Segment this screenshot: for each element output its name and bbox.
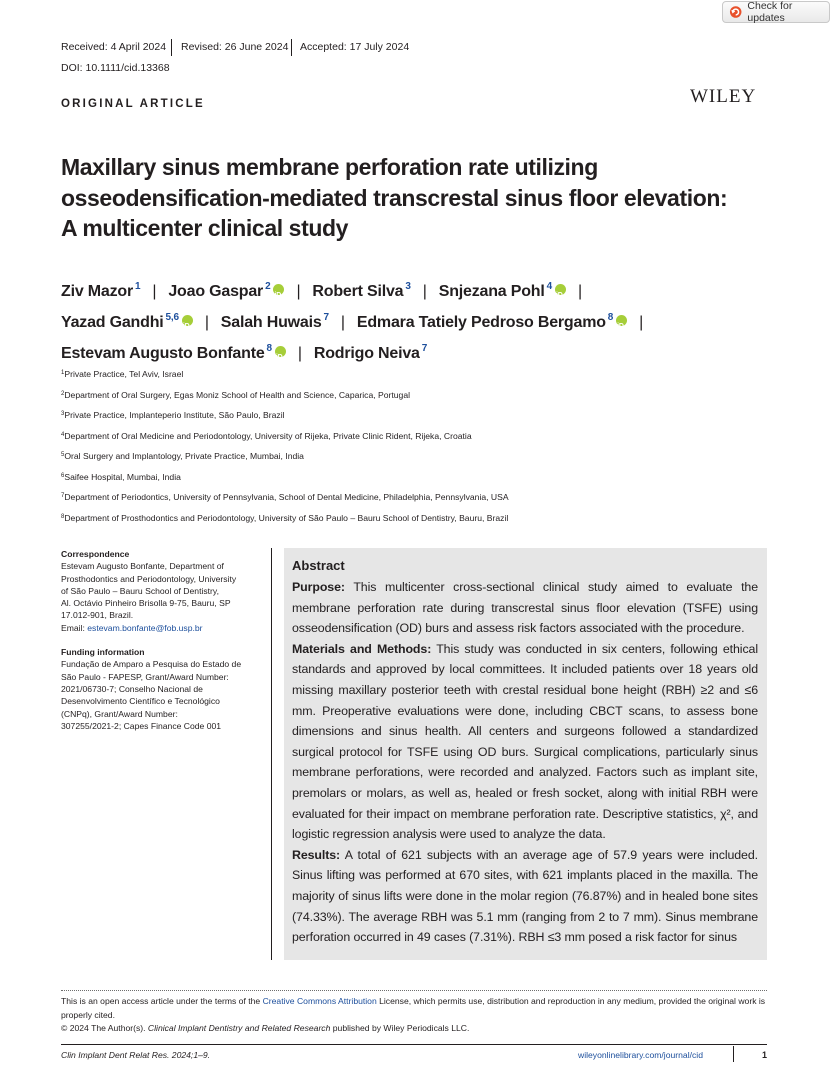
correspondence-line: 17.012-901, Brazil.	[61, 610, 134, 621]
results-label: Results:	[292, 847, 341, 862]
sidebar-divider	[271, 548, 272, 960]
copyright-post: published by Wiley Periodicals LLC.	[330, 1023, 470, 1033]
footnote-divider	[61, 990, 767, 991]
funding-line: Fundação de Amparo a Pesquisa do Estado de	[61, 659, 242, 670]
cc-license-link[interactable]: Creative Commons Attribution	[262, 996, 377, 1006]
funding-line: São Paulo - FAPESP, Grant/Award Number:	[61, 671, 229, 682]
author-name[interactable]: Joao Gaspar	[168, 283, 264, 300]
funding-line: Desenvolvimento Científico e Tecnológico	[61, 696, 220, 707]
title-line: A multicenter clinical study	[61, 215, 349, 241]
copyright-text	[61, 1022, 769, 1036]
affiliation-number: 1	[61, 370, 65, 376]
funding-line: 307255/2021-2; Capes Finance Code 001	[61, 720, 222, 731]
affiliation-text: Private Practice, Implanteperio Institute, São Paulo, Brazil	[64, 410, 285, 420]
author-name[interactable]: Yazad Gandhi	[61, 314, 164, 331]
abstract-heading: Abstract	[292, 558, 345, 573]
correspondence-email-row	[61, 622, 266, 634]
author-affil-ref[interactable]: 8	[266, 343, 272, 354]
author-affil-ref[interactable]: 3	[405, 281, 411, 292]
footer-vertical-divider	[733, 1046, 734, 1062]
correspondence-heading: Correspondence	[61, 549, 130, 559]
affiliation-item	[61, 426, 509, 447]
affiliation-text: Oral Surgery and Implantology, Private Practice, Mumbai, India	[64, 451, 304, 461]
affiliation-text: Department of Prosthodontics and Periodontology, University of São Paulo – Bauru School of Dentistry, Bauru, Brazil	[64, 512, 509, 523]
author-separator: |	[577, 283, 582, 300]
methods-text: This study was conducted in six centers, following ethical standards and approved by local committees. It included patients over 18 years old missing maxillary posterior teeth with crestal residual bone height (RBH) ≥2 and ≤6 mm. Preoperative evaluations were done, including CBCT scans, to assess bone dimensions and sinus health. All centers and surgeons followed a standardized surgical protocol for TSFE using OD burs. Surgical complications, particularly sinus membrane perforations, were recorded and analyzed. Factors such as implant site, premolars or molars, as well as, healed or fresh socket, along with initial RBH were evaluated for their impact on membrane perforation rate. Descriptive statistics, χ², and logistic regression analysis were used to analyze the data.	[292, 641, 758, 842]
author-separator: |	[297, 345, 302, 362]
journal-name: Clinical Implant Dentistry and Related Research	[147, 1023, 331, 1033]
author-separator: |	[422, 283, 427, 300]
author-name[interactable]: Robert Silva	[312, 283, 404, 300]
correspondence-line: Prosthodontics and Periodontology, University	[61, 573, 237, 584]
license-footnote	[61, 995, 769, 1036]
affiliation-text: Department of Oral Medicine and Periodontology, University of Rijeka, Private Clinic Rident, Rijeka, Croatia	[64, 430, 472, 441]
page-number: 1	[762, 1050, 768, 1060]
affiliation-item	[61, 405, 509, 426]
license-text	[61, 995, 769, 1022]
revised-date: Revised: 26 June 2024	[181, 41, 289, 53]
author-list	[61, 274, 781, 367]
orcid-icon[interactable]	[182, 315, 193, 326]
affiliation-number: 6	[61, 472, 65, 479]
affiliation-number: 8	[61, 513, 65, 520]
title-line: osseodensification-mediated transcrestal sinus floor elevation:	[61, 184, 728, 211]
funding-line: (CNPq), Grant/Award Number:	[61, 708, 178, 719]
author-name[interactable]: Estevam Augusto Bonfante	[61, 345, 265, 362]
affiliation-item	[61, 508, 509, 529]
author-name[interactable]: Rodrigo Neiva	[313, 345, 420, 362]
affiliation-item	[61, 487, 509, 508]
article-title	[61, 152, 776, 244]
accepted-date: Accepted: 17 July 2024	[300, 41, 410, 53]
received-date: Received: 4 April 2024	[61, 41, 167, 53]
orcid-icon[interactable]	[555, 284, 566, 295]
correspondence-line: Estevam Augusto Bonfante, Department of	[61, 561, 224, 572]
author-affil-ref[interactable]: 4	[546, 281, 552, 292]
purpose-text: This multicenter cross-sectional clinical study aimed to evaluate the membrane perforation rate during transcrestal sinus floor elevation (TSFE) using osseodensification (OD) burs and assess risk factors associated with the procedure.	[292, 580, 759, 636]
correspondence-line: of São Paulo – Bauru School of Dentistry,	[61, 585, 219, 596]
check-updates-label: Check for updates	[747, 0, 793, 24]
affiliation-text: Saifee Hospital, Mumbai, India	[64, 471, 181, 482]
author-separator: |	[639, 314, 644, 331]
journal-url-link[interactable]: wileyonlinelibrary.com/journal/cid	[578, 1050, 703, 1060]
author-affil-ref[interactable]: 7	[421, 343, 428, 354]
author-affil-ref[interactable]: 7	[323, 312, 329, 323]
affiliation-list	[61, 364, 509, 528]
affiliation-text: Private Practice, Tel Aviv, Israel	[64, 369, 184, 379]
author-affil-ref[interactable]: 5,6	[165, 312, 179, 323]
author-separator: |	[296, 283, 301, 300]
affiliation-item	[61, 446, 509, 467]
author-affil-ref[interactable]: 8	[607, 312, 614, 323]
affiliation-item	[61, 364, 509, 385]
abstract-methods	[292, 639, 758, 845]
affiliation-number: 2	[61, 390, 65, 397]
author-name[interactable]: Snjezana Pohl	[438, 283, 545, 300]
author-separator: |	[152, 283, 157, 300]
check-for-updates-button[interactable]	[722, 1, 830, 23]
footer-divider	[61, 1044, 767, 1045]
meta-divider	[291, 39, 292, 56]
abstract-purpose	[292, 577, 758, 639]
author-name[interactable]: Salah Huwais	[220, 314, 322, 331]
orcid-icon[interactable]	[273, 284, 284, 295]
affiliation-item	[61, 467, 509, 488]
title-line: Maxillary sinus membrane perforation rate utilizing	[61, 154, 598, 180]
license-post: License, which permits use, distribution and reproduction in any medium, provided the original work is properly cited.	[61, 996, 766, 1020]
check-updates-icon	[729, 5, 742, 19]
author-name[interactable]: Edmara Tatiely Pedroso Bergamo	[356, 314, 606, 331]
affiliation-item	[61, 385, 509, 406]
license-pre: This is an open access article under the terms of the	[61, 996, 263, 1006]
affiliation-text: Department of Oral Surgery, Egas Moniz School of Health and Science, Caparica, Portugal	[64, 389, 411, 400]
sidebar-info	[61, 548, 266, 732]
meta-divider	[171, 39, 172, 56]
author-separator: |	[340, 314, 345, 331]
affiliation-number: 4	[61, 431, 65, 438]
author-affil-ref[interactable]: 1	[135, 281, 141, 292]
email-label: Email:	[61, 622, 88, 633]
doi: DOI: 10.1111/cid.13368	[61, 62, 170, 74]
affiliation-text: Department of Periodontics, University of Pennsylvania, School of Dental Medicine, Philadelphia, Pennsylvania, USA	[64, 492, 509, 502]
funding-line: 2021/06730-7; Conselho Nacional de	[61, 683, 203, 694]
methods-label: Materials and Methods:	[292, 641, 432, 656]
affiliation-number: 7	[61, 493, 65, 499]
author-name[interactable]: Ziv Mazor	[61, 283, 133, 300]
affiliation-number: 3	[61, 411, 65, 417]
abstract-box	[284, 548, 767, 960]
author-separator: |	[204, 314, 209, 331]
results-text: A total of 621 subjects with an average age of 57.9 years were included. Sinus lifting was performed at 670 sites, with 621 implants placed in the maxilla. The majority of sinus lifts were done in the molar region (76.87%) and in healed bone sites (74.33%). The average RBH was 5.1 mm (ranging from 2 to 7 mm). Sinus membrane perforation occurred in 49 cases (7.31%). RBH ≤3 mm posed a risk factor for sinus	[292, 847, 758, 945]
publisher-logo: WILEY	[690, 86, 757, 107]
purpose-label: Purpose:	[292, 580, 345, 594]
abstract-results	[292, 845, 758, 948]
orcid-icon[interactable]	[616, 315, 627, 326]
author-affil-ref[interactable]: 2	[265, 281, 271, 292]
copyright-pre: © 2024 The Author(s).	[61, 1023, 148, 1033]
email-link[interactable]: estevam.bonfante@fob.usp.br	[87, 622, 203, 633]
funding-heading: Funding information	[61, 647, 145, 658]
article-type: ORIGINAL ARTICLE	[61, 98, 205, 110]
orcid-icon[interactable]	[275, 346, 286, 357]
journal-citation: Clin Implant Dent Relat Res. 2024;1–9.	[61, 1050, 211, 1060]
correspondence-line: Al. Octávio Pinheiro Brisolla 9-75, Bauru, SP	[61, 598, 231, 609]
affiliation-number: 5	[61, 452, 65, 458]
